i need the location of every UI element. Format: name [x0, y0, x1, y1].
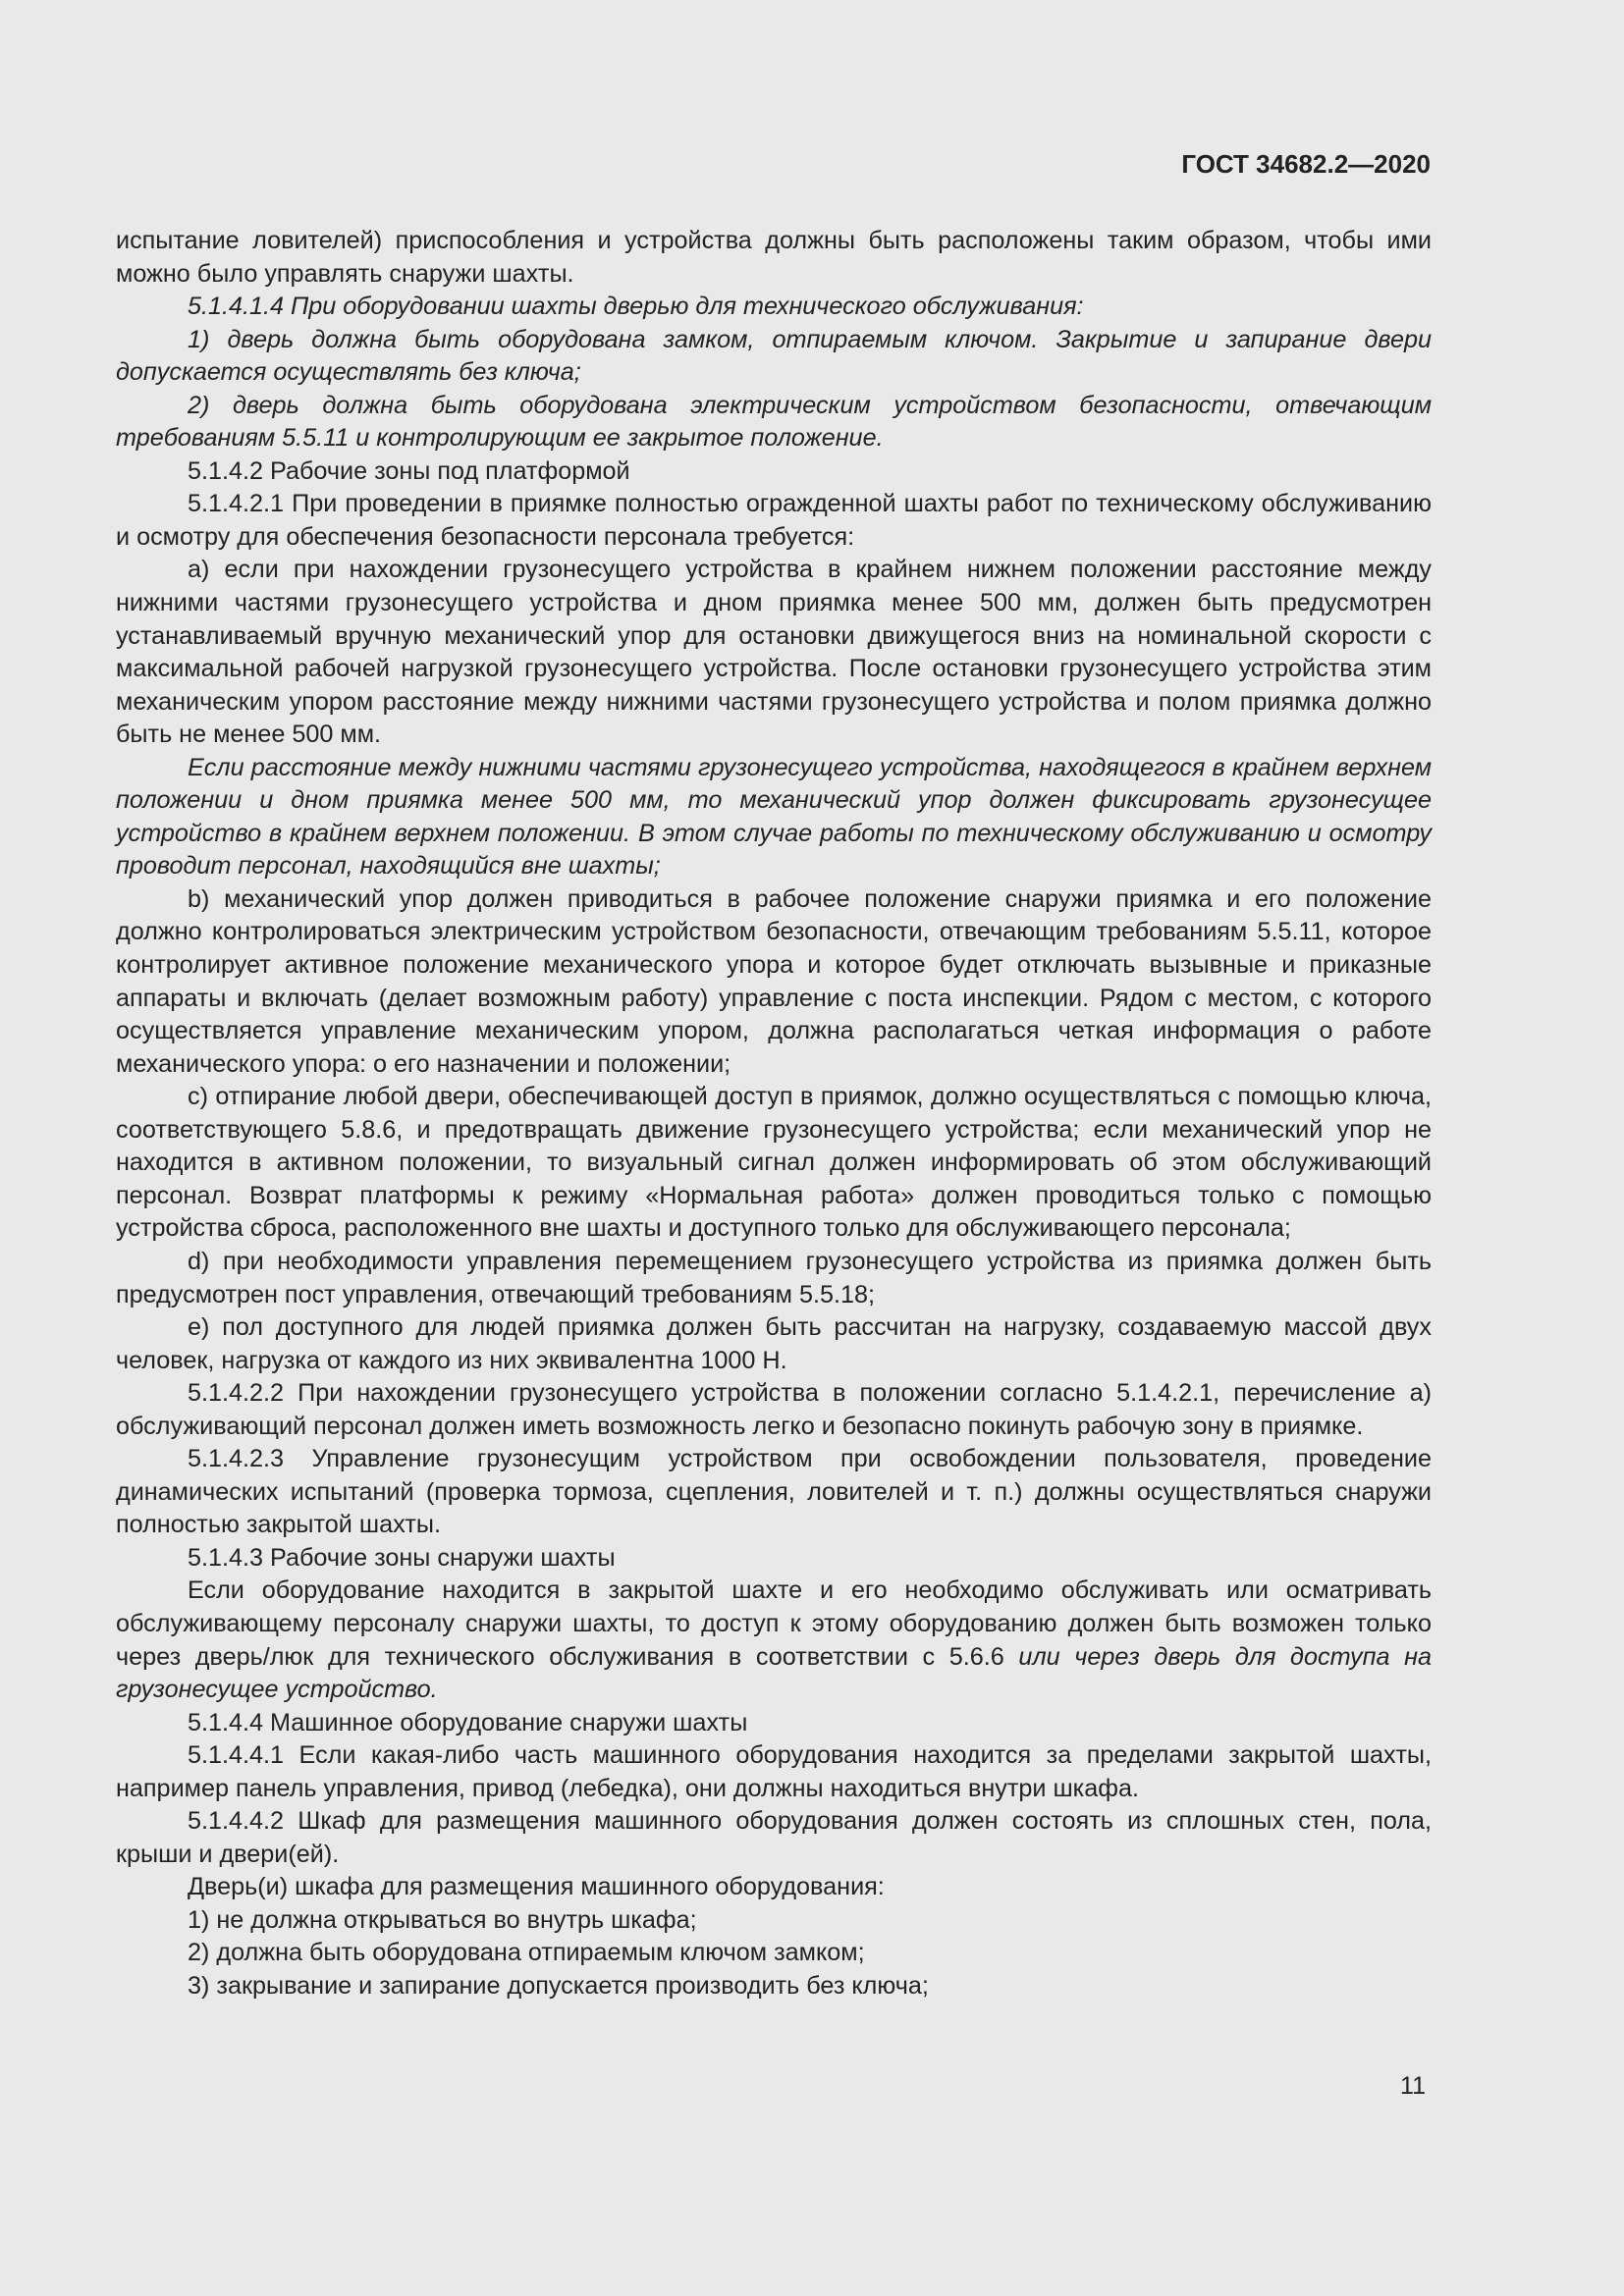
list-item: 2) дверь должна быть оборудована электрическим устройством безопасности, отвечающим требованиям 5.5.11 и контролирующим ее закрытое положение. [116, 391, 1432, 453]
list-item: 1) дверь должна быть оборудована замком, отпираемым ключом. Закрытие и запирание двери допускается осуществлять без ключа; [116, 325, 1432, 387]
document-standard-id: ГОСТ 34682.2—2020 [1181, 149, 1431, 179]
list-item: d) при необходимости управления перемещением грузонесущего устройства из приямка должен быть предусмотрен пост управления, отвечающий требованиям 5.5.18; [116, 1247, 1432, 1308]
list-item: c) отпирание любой двери, обеспечивающей доступ в приямок, должно осуществляться с помощью ключа, соответствующего 5.8.6, и предотвращать движение грузонесущего устройства; если механический упор не находится в активном положении, то визуальный сигнал должен информировать об этом обслуживающий персонал. Возврат платформы к режиму «Нормальная работа» должен проводиться только с помощью устройства сброса, расположенного вне шахты и доступного только для обслуживающего персонала; [116, 1083, 1432, 1243]
list-item: 1) не должна открываться во внутрь шкафа; [188, 1905, 697, 1934]
section-heading: 5.1.4.2 Рабочие зоны под платформой [188, 456, 630, 485]
list-item: b) механический упор должен приводиться в рабочее положение снаружи приямка и его положение должно контролироваться электрическим устройством безопасности, отвечающим требованиям 5.5.11, которое контролирует активное положение механического упора и которое будет отключать вызывные и приказные аппараты и включать (делает возможным работу) управление с поста инспекции. Рядом с местом, с которого осуществляется управление механическим упором, должна располагаться четкая информация о работе механического упора: о его назначении и положении; [116, 884, 1432, 1078]
paragraph: 5.1.4.4.1 Если какая-либо часть машинного оборудования находится за пределами закрытой шахты, например панель управления, привод (лебедка), они должны находиться внутри шкафа. [116, 1741, 1432, 1802]
paragraph: Если расстояние между нижними частями грузонесущего устройства, находящегося в крайнем верхнем положении и дном приямка менее 500 мм, то механический упор должен фиксировать грузонесущее устройство в крайнем верхнем положении. В этом случае работы по техническому обслуживанию и осмотру проводит персонал, находящийся вне шахты; [116, 753, 1432, 881]
list-item: e) пол доступного для людей приямка должен быть рассчитан на нагрузку, создаваемую массой двух человек, нагрузка от каждого из них эквивалентна 1000 Н. [116, 1313, 1432, 1374]
paragraph-text-italic: или через дверь для доступа на грузонесущее устройство. [116, 1642, 1432, 1704]
paragraph-text: Если оборудование находится в закрытой шахте и его необходимо обслуживать или осматривать обслуживающему персоналу снаружи шахты, то доступ к этому оборудованию должен быть возможен только через дверь/люк для технического обслуживания в соответствии с 5.6.6 [116, 1576, 1432, 1671]
paragraph: 5.1.4.2.3 Управление грузонесущим устройством при освобождении пользователя, проведение динамических испытаний (проверка тормоза, сцепления, ловителей и т. п.) должны осуществляться снаружи полностью закрытой шахты. [116, 1445, 1432, 1539]
paragraph: Дверь(и) шкафа для размещения машинного оборудования: [188, 1873, 885, 1901]
paragraph: испытание ловителей) приспособления и устройства должны быть расположены таким образом, чтобы ими можно было управлять снаружи шахты. [116, 227, 1432, 288]
page-number: 11 [1400, 2072, 1426, 2100]
list-item: 2) должна быть оборудована отпираемым ключом замком; [188, 1939, 865, 1967]
list-item: 3) закрывание и запирание допускается производить без ключа; [188, 1971, 929, 2000]
document-body [116, 225, 1432, 2003]
paragraph: 5.1.4.2.1 При проведении в приямке полностью огражденной шахты работ по техническому обслуживанию и осмотру для обеспечения безопасности персонала требуется: [116, 490, 1432, 551]
section-heading: 5.1.4.4 Машинное оборудование снаружи шахты [188, 1708, 748, 1736]
paragraph [116, 1575, 1432, 1706]
paragraph: 5.1.4.2.2 При нахождении грузонесущего устройства в положении согласно 5.1.4.2.1, перечисление а) обслуживающий персонал должен иметь возможность легко и безопасно покинуть рабочую зону в приямке. [116, 1379, 1432, 1440]
clause-heading: 5.1.4.1.4 При оборудовании шахты дверью для технического обслуживания: [188, 293, 1084, 321]
list-item: a) если при нахождении грузонесущего устройства в крайнем нижнем положении расстояние между нижними частями грузонесущего устройства и дном приямка менее 500 мм, должен быть предусмотрен устанавливаемый вручную механический упор для остановки движущегося вниз на номинальной скорости с максимальной рабочей нагрузкой грузонесущего устройства. После остановки грузонесущего устройства этим механическим упором расстояние между нижними частями грузонесущего устройства и полом приямка должно быть не менее 500 мм. [116, 556, 1432, 749]
section-heading: 5.1.4.3 Рабочие зоны снаружи шахты [188, 1543, 616, 1572]
paragraph: 5.1.4.4.2 Шкаф для размещения машинного оборудования должен состоять из сплошных стен, пола, крыши и двери(ей). [116, 1807, 1432, 1868]
